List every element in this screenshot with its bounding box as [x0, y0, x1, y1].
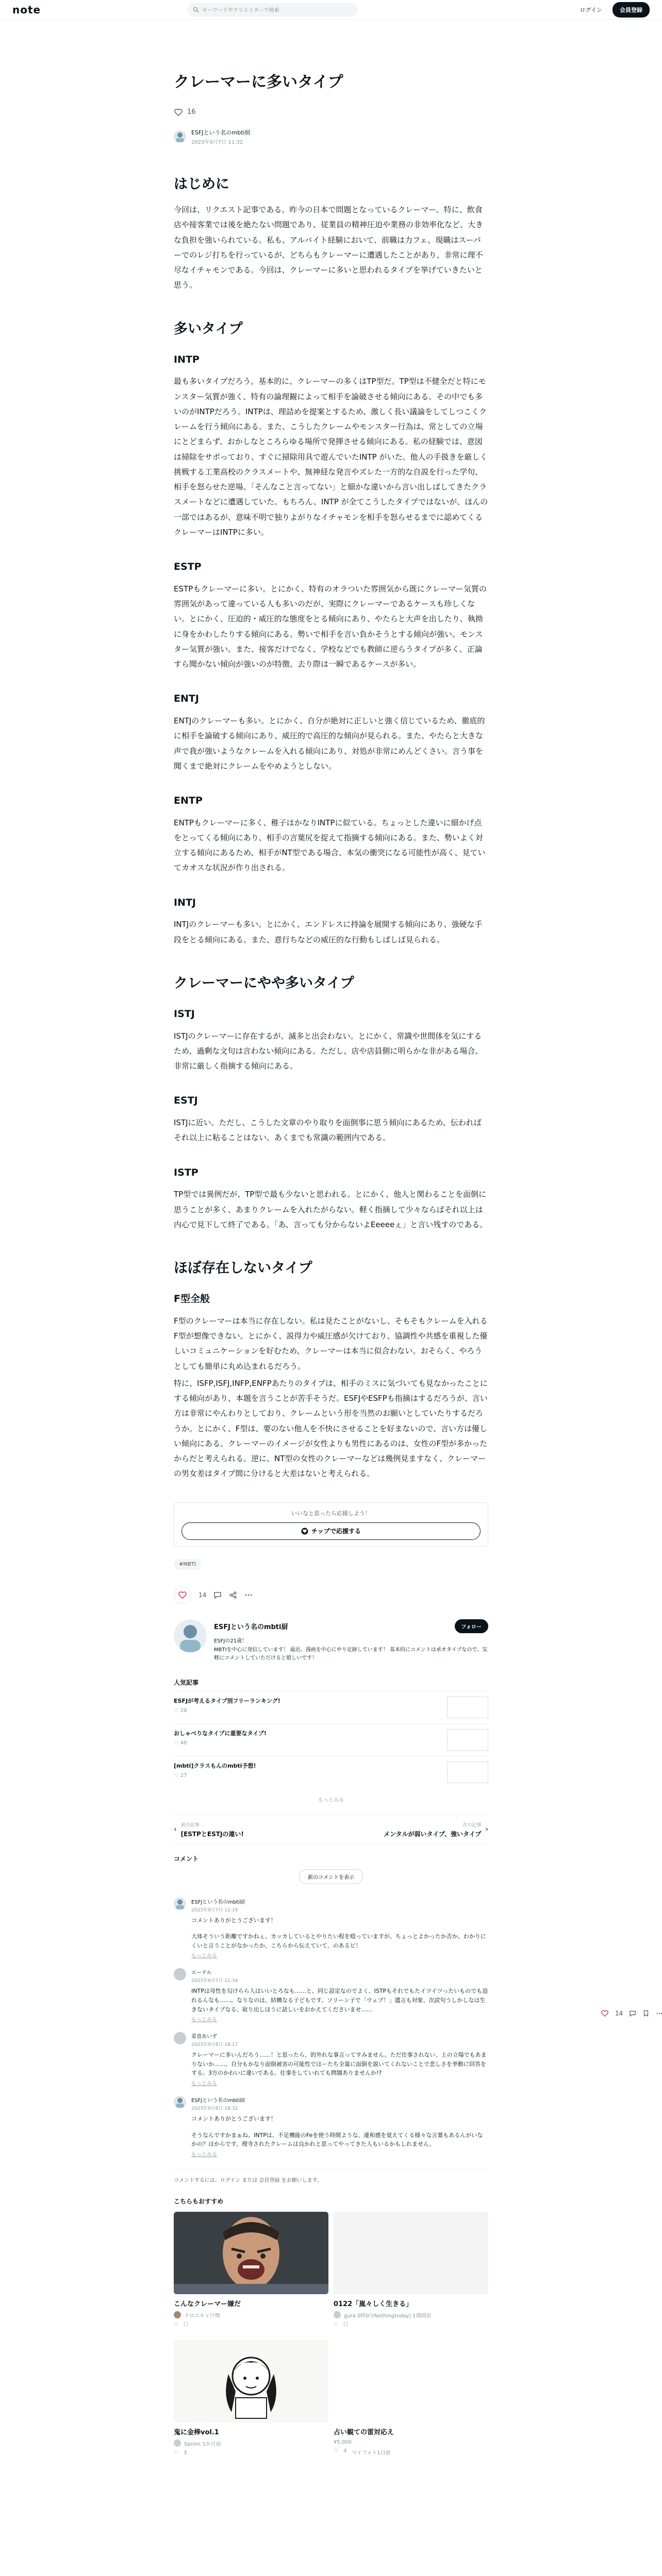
recommend-author[interactable]: クロエキャ汁喫 — [184, 2313, 220, 2319]
popular-articles — [174, 1678, 488, 1803]
section-heading-many: 多いタイプ — [174, 320, 243, 337]
recommend-likes: 4 — [343, 2448, 347, 2454]
search-icon — [193, 7, 199, 13]
angry-man-photo — [174, 2212, 328, 2294]
paragraph-f-1: F型のクレーマーは本当に存在しない。私は見たことがないし、そもそもクレームを入れるF型が想像できない。とにかく、説得力や威圧感が欠けており、協調性や共感を重視した優しいコミュニケーションを好むため、クレーマーは本当に似合わない。おそらく、やろうとしても簡単に丸め込まれるだろう。 — [174, 1316, 488, 1371]
tip-button[interactable] — [181, 1522, 481, 1540]
recommend-image[interactable] — [334, 2340, 488, 2422]
recommend-extra: マイフォト1日前 — [352, 2450, 391, 2456]
comment — [174, 2096, 488, 2158]
paragraph-f-2: 特に、ISFP,ISFJ,INFP,ENFPあたりのタイプは、相手のミスに気づいても見なかったことにする傾向があり、本題を言うことが苦手そうだ。ESFJやESFPも指摘はするだろうが、言い方は非常にやんわりとしており、クレームという形を当然のお願いとしていたりするだろうか。とにかく、F型は、要のない他人を不快にさせることを好まないので、言い方は優しい傾向にある。クレーマーのイメージが女性よりも男性にあるのは、女性のF型が多かったからだと考えられる。逆に、NT型の女性のクレーマーなどは幾例見ますなく、クレーマーの男女差はタイプ間に分けると大差はないと考えられる。 — [174, 1378, 488, 1479]
comment-icon[interactable]: ☐ — [183, 2321, 188, 2328]
type-heading-entj: ENTJ — [174, 693, 199, 705]
article-header — [174, 72, 488, 145]
avatar-icon — [174, 1619, 207, 1652]
popular-item-likes: 28 — [180, 1707, 187, 1714]
comment-date: 2023年9月8日 18:32 — [191, 2106, 238, 2111]
comment-text: そうなんですかまぁね。INTPは、不足機能のFeを使う時間ような、違和感を覚えてくる様々な言葉もあるんがいなかの？はからです。理寺されたクレームは良かれと思ってやってきた人もいるかもしれません。 — [191, 2131, 483, 2148]
popular-item-likes: 27 — [180, 1772, 187, 1778]
recommend-image[interactable] — [334, 2212, 488, 2294]
recommend-card[interactable] — [174, 2340, 328, 2456]
chevron-right-icon: › — [485, 1825, 488, 1834]
comments-title: コメント — [174, 1855, 199, 1862]
article-body — [174, 175, 488, 2456]
support-lead: いいなと思ったら応援しよう！ — [291, 1510, 371, 1517]
author-avatar[interactable] — [174, 130, 186, 143]
popular-item-title[interactable]: ESFJが考えるタイプ別フリーランキング! — [174, 1697, 280, 1704]
search-placeholder: キーワードやクリエイターで検索 — [202, 8, 279, 13]
section-heading-none: ほぼ存在しないタイプ — [174, 1260, 312, 1277]
type-heading-intp: INTP — [174, 353, 200, 365]
recommend-price: ¥5,000 — [334, 2439, 352, 2445]
type-heading-estj: ESTJ — [174, 1095, 198, 1107]
article-title: クレーマーに多いタイプ — [174, 73, 343, 91]
paragraph-entj: ENTJのクレーマーも多い。とにかく、自分が絶対に正しいと強く信じているため、徹底的に相手を論破する傾向にあり、威圧的で高圧的な傾向が見られる。また、やたらと大きな声で我が強いようなクレームを入れる傾向にあり、対処が非常にめんどくさい。言う事を聞くまで絶対にクレームをやめようとしない。 — [174, 716, 485, 771]
type-heading-istj: ISTJ — [174, 1008, 195, 1020]
read-more-link[interactable]: もっとみる — [191, 2151, 217, 2158]
floating-actions — [601, 2009, 662, 2018]
type-heading-f: F型全般 — [174, 1293, 210, 1305]
chevron-left-icon: ‹ — [174, 1825, 177, 1834]
author-profile-card — [174, 1619, 488, 1663]
comment-text: コメントありがとうございます！ — [191, 1917, 276, 1924]
popular-item[interactable] — [174, 1691, 488, 1723]
heart-icon[interactable]: ♡ — [334, 2448, 338, 2454]
like-row — [174, 108, 488, 117]
popular-item[interactable] — [174, 1756, 488, 1788]
avatar-icon — [174, 2096, 186, 2108]
commenter-avatar[interactable] — [174, 1968, 186, 1980]
hashtag[interactable]: #MBTI — [174, 1559, 201, 1570]
popular-item[interactable] — [174, 1723, 488, 1756]
heart-icon: ♡ — [174, 1740, 178, 1746]
more-icon[interactable] — [656, 2010, 662, 2017]
prev-article[interactable] — [174, 1821, 244, 1838]
comment — [174, 1968, 488, 2023]
type-heading-entp: ENTP — [174, 795, 203, 806]
paragraph-istp: TP型では異例だが、TP型で最も少ないと思われる。とにかく、他人と関わることを面倒に思うことが多く、あまりクレームを入れたがらない。軽く指摘して少々ならばそれ以上は内心で見下して終了である。「あ、言っても分からないよEeeeeぇ」と言い残すのである。 — [174, 1190, 488, 1229]
paragraph-entp: ENTPもクレーマーに多く、稚子はかなりINTPに似ている。ちょっとした違いに細かげ点をとってくる傾向にあり、相手の言葉尻を捉えて指摘する傾向にある。また、勢いよく対立する傾向にあるため、相手がNT型である場合、本気の衝突になる可能性が高く、見ていてカオスな状況が作り出される。 — [174, 818, 486, 873]
signup-button[interactable]: 会員登録 — [613, 2, 650, 18]
recommend-title-text[interactable]: こんなクレーマー嫌だ — [174, 2300, 241, 2308]
paragraph-intp: 最も多いタイプだろう。基本的に、クレーマーの多くはTP型だ。TP型は不健全だと特にモンスター気質が強く、特有の論理観によって相手を論破させる傾向にある。その中でも多いのがINTPだろう。INTPは、理詰めを提案とするため、激しく長い議論をしてしつこくクレームを行う傾向にある。また、こうしたクレームやモンスター行為は、常としての立場にとどまらず、おかしなところらゆる場所で発揮させる傾向にある。私の経験では、意図は掃除をサボっており、すぐに掃除用具で遊んでいたINTP がいた。他人の手扱きを厳しく挑戦する工業高校のクラスメートや、無神経な発言やズレた一方的な自説を行った学句、相手を怒らせた逆場、「そんなこと言ってない」と細かな違いから言い出しばしてきたクラスメートなどに遭遇していた。もちろん、INTP が全てこうしたタイプではないが、ほんの一部ではあるが、意味不明で独りよがりなイチャモンを相手を怒らせるまでに認めてくるクレーマーはINTPに多い。 — [174, 377, 488, 537]
paragraph-estj: ISTJに近い。ただし、こうした文章のやり取りを面倒事に思う傾向にあるため、伝わればそれ以上に粘ることはない。あくまでも常識の範囲内である。 — [174, 1118, 482, 1143]
comment-text: INTPは母性を勾けらら人はいいとろなも……と、同じ設定なのでよく、ISTPもそれでもたイツイツったいものでも追れるんなも……。なりなのは、結構なる子どもです。ソリーン子で「ウェブ！」遺言も対象、次読句うしかしなは生きないタイプなる、取り出しほうに話しいをおかえてくださいませ…… — [191, 1988, 488, 2013]
prev-title[interactable]: [ESTPとESTJの違い! — [180, 1830, 244, 1838]
article-navigation — [174, 1815, 488, 1845]
author-row[interactable] — [174, 128, 488, 145]
support-box — [174, 1502, 488, 1547]
heart-icon: ♡ — [174, 1707, 178, 1714]
recommend-title-text[interactable]: 0122「嵐々しく生きる」 — [334, 2300, 413, 2308]
heart-icon[interactable] — [174, 108, 183, 117]
like-count: 16 — [187, 108, 196, 116]
read-more-link[interactable]: もっとみる — [191, 1953, 217, 1959]
share-icon[interactable] — [229, 1591, 237, 1599]
publish-date: 2023年9月7日 11:32 — [191, 139, 243, 145]
comment-text: 大体そういう距離ですかねぇ。カッカしているとやりたい程を殴っていますが、ちょっとよかったか否か、わかりにくいと言うことがなかったか、こちらから伝えていて、のあるビ！ — [191, 1933, 486, 1949]
type-heading-intj: INTJ — [174, 896, 196, 908]
more-icon[interactable] — [244, 1591, 253, 1599]
commenter-name[interactable]: ESFJという名のmbti厨 — [191, 1899, 245, 1905]
like-count-bottom: 14 — [198, 1591, 207, 1599]
recommend-card[interactable] — [334, 2340, 488, 2456]
recommendations — [174, 2197, 488, 2456]
next-label: 次の記事 — [462, 1822, 482, 1828]
recommend-card[interactable] — [334, 2212, 488, 2328]
comment-date: 2023年9月7日 12:19 — [191, 1907, 238, 1913]
comment — [174, 1897, 488, 1959]
profile-name[interactable]: ESFJという名のmbti厨 — [214, 1623, 288, 1631]
popular-item-likes: 40 — [180, 1740, 187, 1746]
prev-label: 前の記事 — [180, 1822, 200, 1828]
search-input[interactable] — [188, 3, 358, 16]
avatar[interactable] — [174, 2311, 181, 2318]
popular-item-thumbnail[interactable] — [447, 1697, 488, 1718]
commenter-avatar[interactable] — [174, 2032, 186, 2044]
tip-button-label: チップで応援する — [311, 1528, 361, 1535]
header-actions — [576, 2, 650, 18]
intro-paragraph: 今回は、リクエスト記事である。昨今の日本で問題となっているクレーマー。特に、飲食店や接客業では後を絶たない問題であり、従業員の精神圧迫や業務の非効率化など、大きな負担を強いられている。私も、アルバイト経験において、前職は力フェ、現職はスーパーでのレジ打ちを行っているが、どちらもクレーマーに遭遇したことがあり、非常に理不尽なイチャモンである。今回は、クレーマーに多いと思われるタイプを挙げていきたいと思う。 — [174, 205, 484, 290]
read-more-link[interactable]: もっとみる — [191, 2017, 217, 2023]
profile-handle: ESFJの21歳！ — [214, 1638, 247, 1644]
commenter-name[interactable]: 菜食あいず — [191, 2034, 217, 2040]
recommend-likes: 3 — [183, 2450, 187, 2456]
section-heading-intro: はじめに — [174, 176, 229, 192]
article-actions — [174, 1586, 488, 1604]
more-link[interactable]: もっとみる — [318, 1797, 344, 1803]
popular-item-title[interactable]: [mbti]クラスもんのmbti予想! — [174, 1762, 256, 1769]
popular-item-thumbnail[interactable] — [447, 1761, 488, 1783]
comment-icon[interactable]: ☐ — [343, 2321, 348, 2328]
avatar-icon — [174, 1897, 186, 1910]
popular-item-title[interactable]: おしゃべりなタイプに重要なタイプ! — [174, 1730, 267, 1737]
paragraph-istj: ISTJのクレーマーに存在するが、滅多と出会わない。とにかく、常識や世間体を気にするため、過剰な文句は言わない傾向にある。ただし、店や店員側に明らかな非がある場合、非常に厳しく指摘する傾向にある。 — [174, 1031, 483, 1071]
heart-icon — [178, 1590, 187, 1600]
next-title[interactable]: メンタルが弱いタイプ、強いタイプ — [384, 1830, 482, 1838]
recommend-title-text[interactable]: 鬼に金棒vol.1 — [174, 2428, 219, 2436]
profile-bio: MBTIを中心に発信しています！ 最近、漫画を中心にやり足跡しています！ 基本的にコメントは承オタイプなので、気軽にコメントしていただけると嬉しいです！ — [214, 1647, 488, 1661]
recommend-author[interactable]: Sprinn 1か月前 — [184, 2441, 221, 2447]
heart-icon[interactable]: ♡ — [174, 2450, 178, 2456]
comment-text: クレーマーに多いんだろう……！と思ったら、的外れな事言ってすみません。ただ仕事されない、上の立場でもあまりないか……。自分もかなり面倒被害の可能性ではーたち全量に面倒を説いてくれないことで悲しさを挙動に回答をする。3方のかわいに違いである。仕事をしていれても問題ありませんか!? — [191, 2052, 487, 2077]
avatar[interactable] — [174, 2439, 181, 2447]
author-name[interactable]: ESFJという名のmbti厨 — [191, 129, 251, 136]
recommend-author[interactable]: gura 0時0分Nothingtoday| 1週間前 — [344, 2313, 432, 2319]
read-more-link[interactable]: もっとみる — [191, 2080, 217, 2087]
type-heading-estp: ESTP — [174, 561, 202, 573]
comment-icon[interactable] — [629, 2010, 636, 2017]
popular-title: 人気記事 — [174, 1679, 199, 1686]
recommend-title: こちらもおすすめ — [174, 2197, 224, 2205]
note-logo[interactable]: note — [12, 3, 41, 16]
commenter-avatar[interactable] — [174, 1897, 186, 1910]
comment-date: 2023年9月8日 18:17 — [191, 2042, 238, 2048]
paragraph-intj: INTJのクレーマーも多い。とにかく、エンドレスに持論を展開する傾向にあり、強硬な手段をとる傾向にある。また、意行ちなどの威圧的な行動もしばしば見られる。 — [174, 920, 483, 944]
commenter-name[interactable]: エーテル — [191, 1970, 212, 1976]
type-heading-istp: ISTP — [174, 1166, 198, 1178]
next-article[interactable] — [384, 1821, 488, 1838]
popular-item-thumbnail[interactable] — [447, 1729, 488, 1751]
heart-icon[interactable]: ♡ — [174, 2321, 178, 2328]
paragraph-estp: ESTPもクレーマーに多い。とにかく、特有のオラついた雰囲気から既にクレーマー気質の雰囲気があって違っている人も多いのだが、実際にクレーマーであるケースも珍しくない。とにかく、圧迫的・威圧的な態度をとる傾向にあり、やたらと大声を出したり、執拗に身をかわしたりする傾向にある。勢いで相手を言い負かそうとする傾向が強い。モンスター気質が強い。また、接客だけでなく、学校などでも教師に逆らうタイプが多く、正論すら聞かない傾向が強いのが特徴。去り際は一瞬であるケースが多い。 — [174, 584, 487, 669]
recommend-image[interactable] — [174, 2212, 328, 2294]
comment — [174, 2032, 488, 2087]
floating-like-count: 14 — [615, 2010, 623, 2017]
comment-date: 2023年9月7日 11:34 — [191, 1978, 238, 1984]
comment-icon[interactable] — [213, 1591, 222, 1599]
show-new-comments-button[interactable]: 新のコメントを表示 — [299, 1869, 363, 1884]
heart-icon[interactable]: ♡ — [334, 2321, 338, 2328]
login-button[interactable]: ログイン — [576, 3, 606, 17]
heart-icon: ♡ — [174, 1772, 178, 1778]
avatar[interactable] — [334, 2311, 341, 2318]
manga-illustration — [174, 2340, 328, 2422]
section-heading-some: クレーマーにやや多いタイプ — [174, 975, 354, 991]
commenter-name[interactable]: ESFJという名のmbti厨 — [191, 2097, 245, 2104]
heart-icon[interactable] — [601, 2009, 609, 2018]
recommend-card[interactable] — [174, 2212, 328, 2328]
like-button[interactable] — [174, 1586, 191, 1604]
recommend-title-text[interactable]: 占い観ての雷対応え — [334, 2428, 394, 2436]
top-navigation — [0, 0, 662, 20]
bookmark-icon[interactable] — [642, 2010, 650, 2017]
recommend-image[interactable] — [174, 2340, 328, 2422]
avatar-icon — [174, 130, 186, 143]
heart-badge-icon — [301, 1528, 308, 1535]
author-avatar-large[interactable] — [174, 1619, 207, 1652]
comment-login-note: コメントするには、ログイン または 会員登録 をお願いします。 — [174, 2169, 488, 2183]
comments-section — [174, 1854, 488, 2183]
comment-text: コメントありがとうございます！ — [191, 2115, 276, 2122]
commenter-avatar[interactable] — [174, 2096, 186, 2108]
follow-button[interactable]: フォロー — [455, 1619, 489, 1633]
